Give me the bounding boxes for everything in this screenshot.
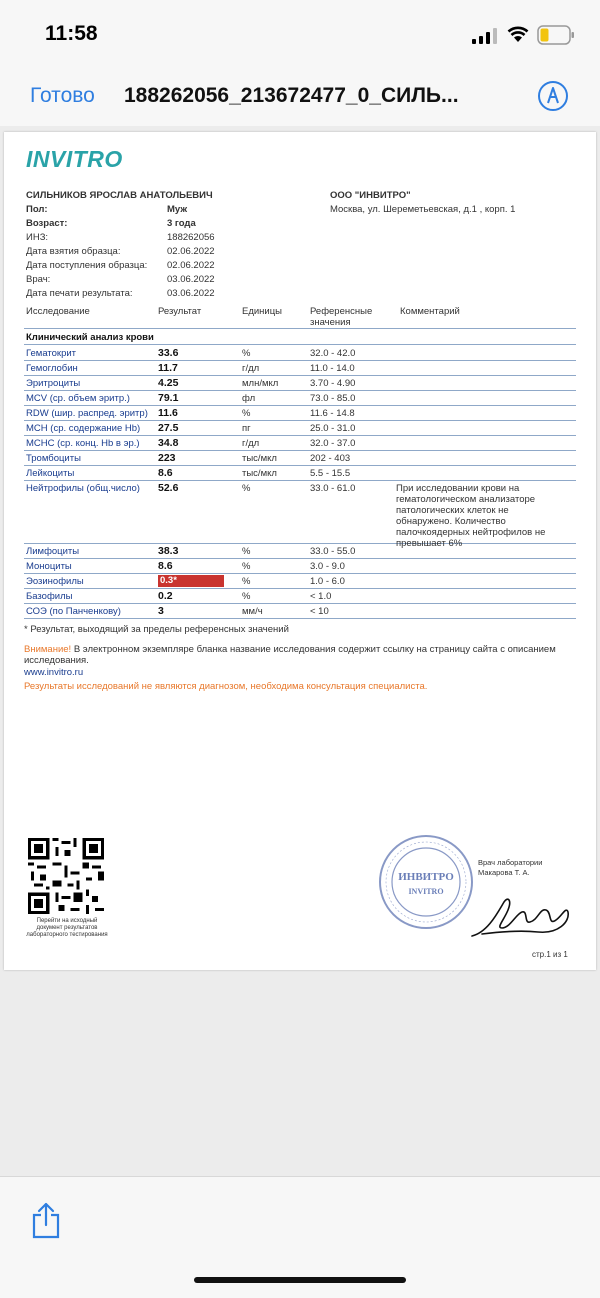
reference-range: 3.70 - 4.90 [310, 378, 356, 389]
unit: % [242, 546, 251, 557]
svg-text:INVITRO: INVITRO [408, 887, 444, 896]
section-title: Клинический анализ крови [26, 332, 154, 343]
reference-range: 11.0 - 14.0 [310, 363, 355, 374]
table-row [24, 604, 576, 619]
reference-range: 3.0 - 9.0 [310, 561, 345, 572]
table-row [24, 436, 576, 451]
attention-word: Внимание! [24, 644, 72, 655]
result-value: 223 [158, 452, 176, 464]
qr-caption: Перейти на исходный документ результатов лабораторного тестирования [26, 918, 108, 938]
field-value: 03.06.2022 [167, 288, 215, 299]
reference-range: 1.0 - 6.0 [310, 576, 345, 587]
table-row [24, 346, 576, 361]
done-button[interactable]: Готово [30, 84, 95, 107]
unit: пг [242, 423, 251, 434]
reference-range: 11.6 - 14.8 [310, 408, 355, 419]
doctor-name: Макарова Т. А. [478, 868, 530, 877]
field-value: 3 года [167, 218, 196, 229]
result-value: 11.7 [158, 362, 178, 374]
out-of-range-result: 0.3* [158, 575, 224, 587]
attention-text: В электронном экземпляре бланка название исследования содержит ссылку на страницу сайта с описанием исследования. [24, 644, 556, 666]
doctor-signature [468, 892, 578, 942]
test-name-link[interactable]: Гематокрит [26, 348, 77, 359]
field-label: Дата печати результата: [26, 288, 133, 299]
reference-range: 202 - 403 [310, 453, 351, 464]
unit: г/дл [242, 438, 260, 449]
status-bar [0, 0, 600, 70]
document-page [4, 132, 596, 970]
result-value: 4.25 [158, 377, 179, 389]
patient-name: СИЛЬНИКОВ ЯРОСЛАВ АНАТОЛЬЕВИЧ [26, 190, 213, 201]
table-row [24, 559, 576, 574]
table-row [24, 361, 576, 376]
result-value: 52.6 [158, 482, 179, 494]
result-value: 11.6 [158, 407, 178, 419]
field-label: Врач: [26, 274, 51, 285]
markup-pen-icon[interactable] [537, 80, 569, 112]
result-value: 0.2 [158, 590, 173, 602]
test-name-link[interactable]: Нейтрофилы (общ.число) [26, 483, 140, 494]
unit: % [242, 483, 251, 494]
test-name-link[interactable]: СОЭ (по Панченкову) [26, 606, 121, 617]
test-name-link[interactable]: Моноциты [26, 561, 72, 572]
nav-bar [0, 70, 600, 126]
field-label: Возраст: [26, 218, 68, 229]
test-name-link[interactable]: RDW (шир. распред. эритр) [26, 408, 148, 419]
field-label: ИНЗ: [26, 232, 49, 243]
test-name-link[interactable]: Тромбоциты [26, 453, 81, 464]
field-label: Пол: [26, 204, 48, 215]
doctor-role: Врач лаборатории [478, 858, 543, 867]
site-link[interactable]: www.invitro.ru [24, 667, 84, 678]
column-header-comment: Комментарий [400, 306, 460, 317]
table-row [24, 481, 576, 549]
reference-range: 5.5 - 15.5 [310, 468, 351, 479]
table-row [24, 406, 576, 421]
status-time: 11:58 [45, 22, 98, 45]
unit: фл [242, 393, 256, 404]
reference-range: 25.0 - 31.0 [310, 423, 356, 434]
reference-range: 33.0 - 55.0 [310, 546, 356, 557]
column-header-ref: Референсные значения [310, 306, 373, 328]
column-header-units: Единицы [242, 306, 283, 317]
battery-icon [537, 25, 575, 45]
result-value: 8.6 [158, 467, 173, 479]
test-name-link[interactable]: MCH (ср. содержание Hb) [26, 423, 141, 434]
lab-stamp-seal [376, 832, 476, 932]
comment: При исследовании крови на гематологическом анализаторе патологических клеток не обнаружено. Количество палочкоядерных нейтрофилов не превышает 6% [396, 483, 546, 549]
share-icon[interactable] [30, 1201, 62, 1239]
test-name-link[interactable]: Эозинофилы [26, 576, 84, 587]
invitro-logo: INVITRO [26, 146, 123, 172]
test-name-link[interactable]: MCV (ср. объем эритр.) [26, 393, 130, 404]
table-row [24, 451, 576, 466]
reference-range: < 10 [310, 606, 329, 617]
unit: % [242, 561, 251, 572]
result-value: 79.1 [158, 392, 179, 404]
reference-range: < 1.0 [310, 591, 332, 602]
unit: тыс/мкл [242, 453, 277, 464]
qr-code[interactable] [28, 838, 104, 914]
table-row [24, 376, 576, 391]
cellular-signal-icon [472, 28, 498, 44]
unit: % [242, 408, 251, 419]
test-name-link[interactable]: Эритроциты [26, 378, 81, 389]
organization-address: Москва, ул. Шереметьевская, д.1 , корп. 1 [330, 204, 516, 215]
unit: тыс/мкл [242, 468, 277, 479]
column-header-result: Результат [158, 306, 202, 317]
field-value: 02.06.2022 [167, 260, 215, 271]
field-label: Дата взятия образца: [26, 246, 121, 257]
table-row [24, 391, 576, 406]
test-name-link[interactable]: Лейкоциты [26, 468, 75, 479]
result-value: 38.3 [158, 545, 179, 557]
result-value: 34.8 [158, 437, 179, 449]
test-name-link[interactable]: MCHC (ср. конц. Hb в эр.) [26, 438, 140, 449]
stamp-text: ИНВИТРО [398, 871, 454, 883]
field-value: 03.06.2022 [167, 274, 215, 285]
field-label: Дата поступления образца: [26, 260, 148, 271]
test-name-link[interactable]: Лимфоциты [26, 546, 80, 557]
result-value: 33.6 [158, 347, 179, 359]
test-name-link[interactable]: Гемоглобин [26, 363, 78, 374]
reference-range: 73.0 - 85.0 [310, 393, 356, 404]
unit: млн/мкл [242, 378, 279, 389]
test-name-link[interactable]: Базофилы [26, 591, 73, 602]
organization: ООО "ИНВИТРО" [330, 190, 411, 201]
document-viewer[interactable] [0, 126, 600, 1176]
footnote: * Результат, выходящий за пределы референсных значений [24, 624, 289, 635]
field-value: 02.06.2022 [167, 246, 215, 257]
result-value: 27.5 [158, 422, 179, 434]
table-row [24, 421, 576, 436]
unit: % [242, 576, 251, 587]
table-row [24, 544, 576, 559]
reference-range: 33.0 - 61.0 [310, 483, 356, 494]
bottom-toolbar [0, 1176, 600, 1298]
reference-range: 32.0 - 37.0 [310, 438, 356, 449]
unit: г/дл [242, 363, 260, 374]
table-row [24, 466, 576, 481]
unit: мм/ч [242, 606, 263, 617]
field-value: 188262056 [167, 232, 215, 243]
table-row [24, 574, 576, 589]
unit: % [242, 591, 251, 602]
disclaimer: Результаты исследований не являются диагнозом, необходима консультация специалиста. [24, 681, 428, 692]
wifi-icon [507, 25, 529, 43]
result-value: 3 [158, 605, 164, 617]
table-row [24, 589, 576, 604]
unit: % [242, 348, 251, 359]
attention-note [24, 644, 580, 666]
field-value: Муж [167, 204, 188, 215]
reference-range: 32.0 - 42.0 [310, 348, 356, 359]
result-value: 8.6 [158, 560, 173, 572]
column-header-test: Исследование [26, 306, 90, 317]
home-indicator[interactable] [194, 1277, 406, 1283]
page-number: стр.1 из 1 [532, 950, 568, 959]
document-title: 188262056_213672477_0_СИЛЬ... [124, 84, 459, 107]
